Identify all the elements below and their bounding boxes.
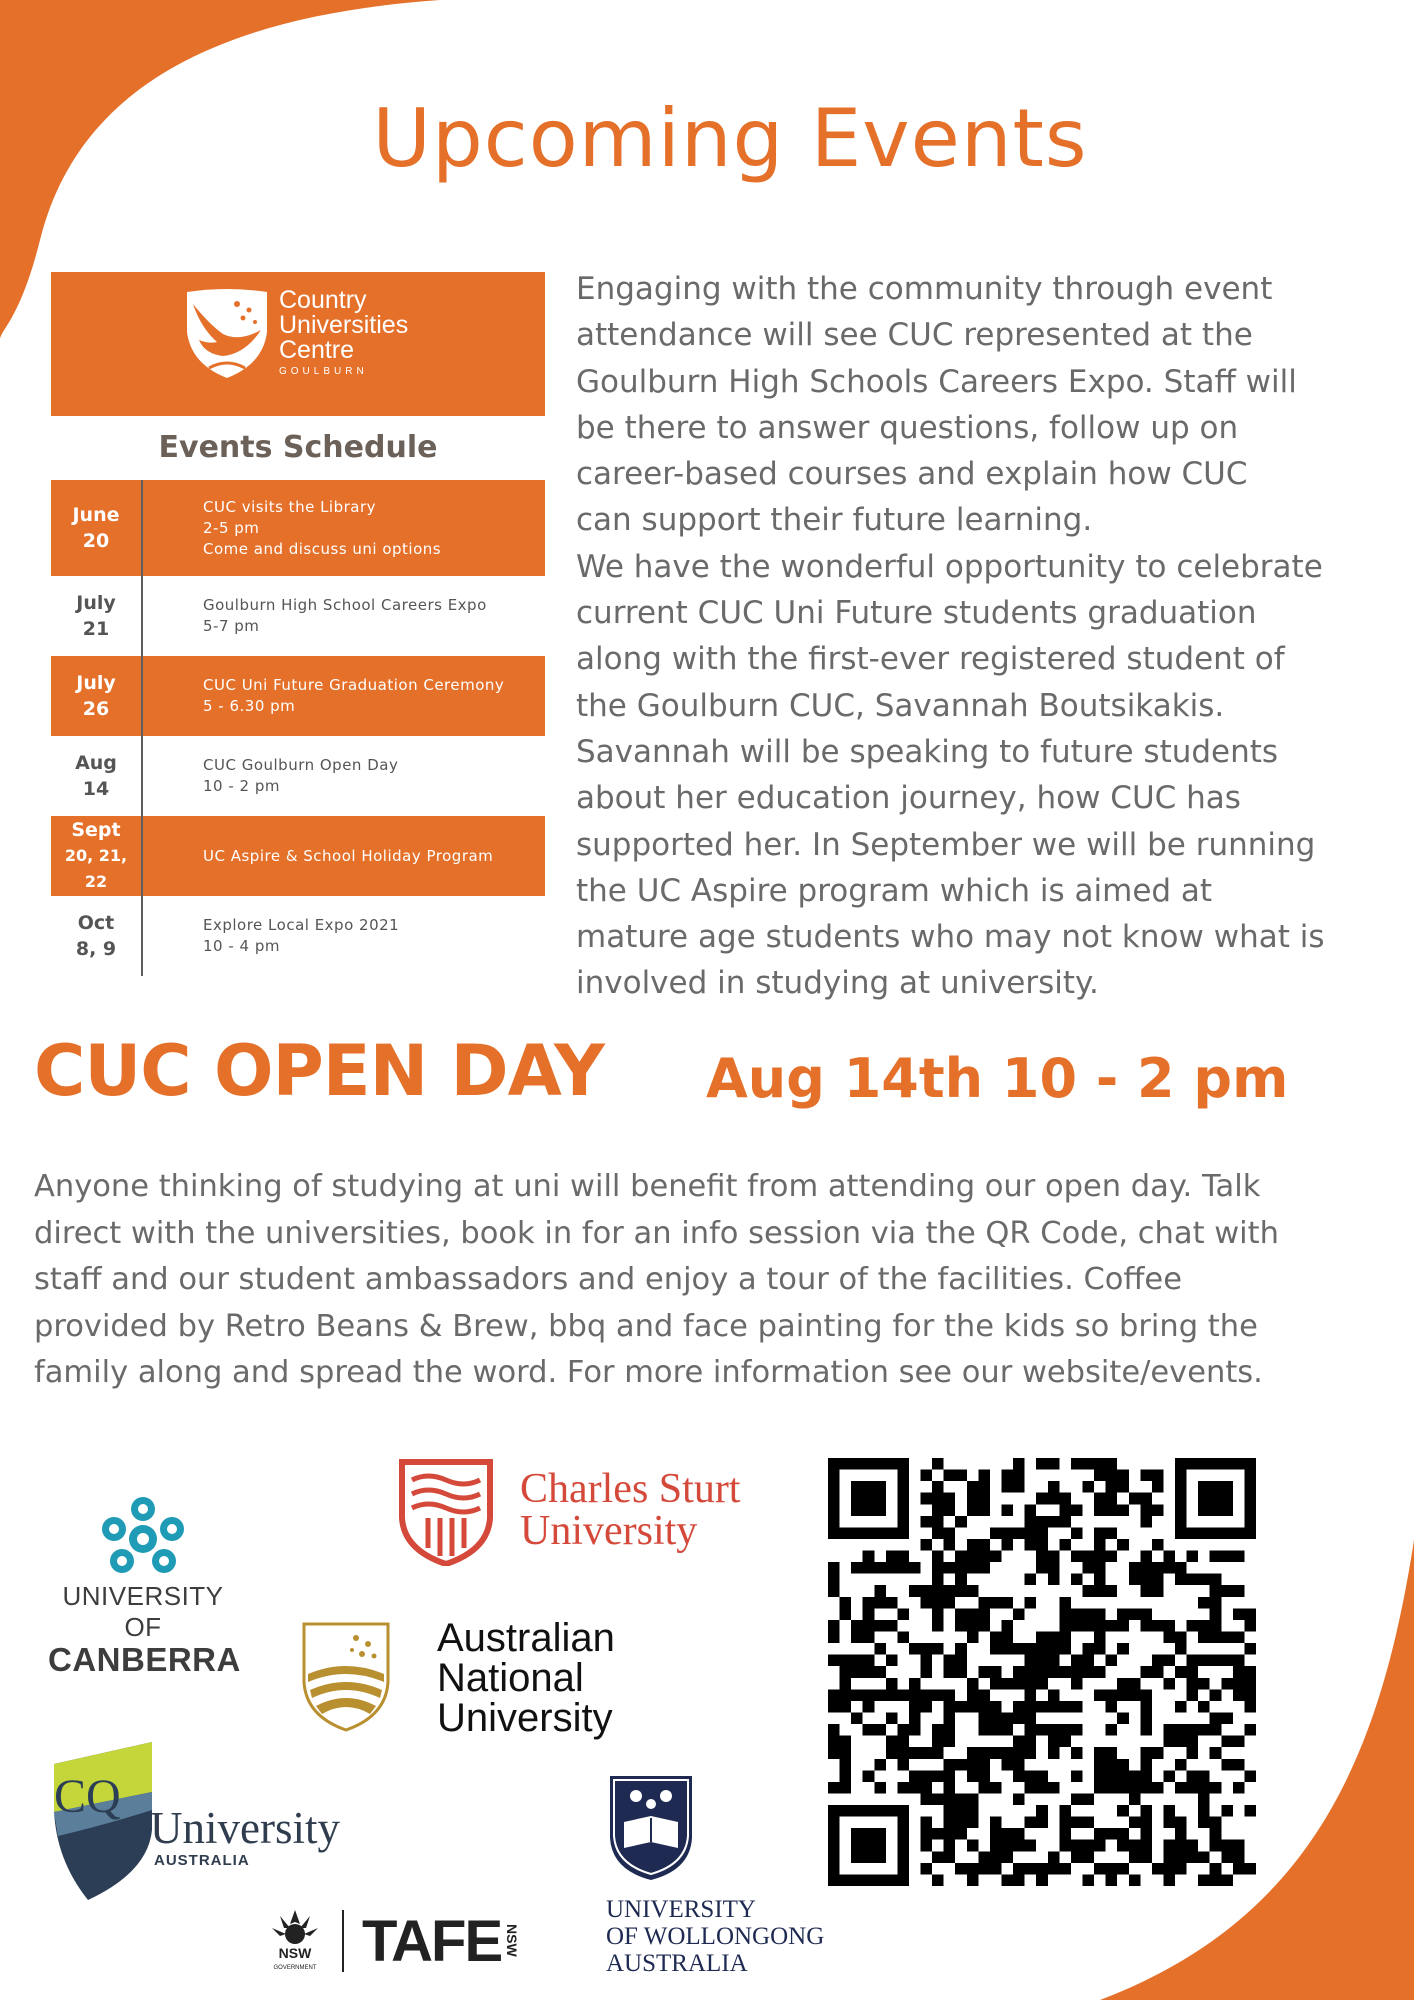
text-line: family along and spread the word. For more information see our website/events. bbox=[34, 1355, 1263, 1390]
qr-code-icon[interactable] bbox=[828, 1458, 1256, 1886]
text-line: staff and our student ambassadors and enjoy a tour of the facilities. Coffee bbox=[34, 1262, 1182, 1297]
text-line: the Goulburn CUC, Savannah Boutsikakis. bbox=[576, 687, 1225, 724]
text-line: provided by Retro Beans & Brew, bbq and face painting for the kids so bring the bbox=[34, 1308, 1258, 1344]
cuc-logo-banner bbox=[51, 272, 545, 416]
event-line: Come and discuss uni options bbox=[203, 539, 442, 558]
schedule-row bbox=[51, 656, 545, 736]
cuc-brand-name bbox=[279, 288, 408, 379]
event-line: UC Aspire & School Holiday Program bbox=[203, 846, 494, 865]
anu-name bbox=[437, 1618, 615, 1738]
text-line: Anyone thinking of studying at uni will benefit from attending our open day. Talk bbox=[34, 1169, 1261, 1204]
anu-crest-icon bbox=[300, 1620, 392, 1732]
date-day: 21 bbox=[82, 618, 110, 640]
cqu-wordmark: University bbox=[150, 1803, 340, 1853]
cqu-shield-icon bbox=[52, 1740, 164, 1902]
event-line: CUC Goulburn Open Day bbox=[203, 756, 399, 774]
schedule-row bbox=[51, 576, 545, 656]
text-line: We have the wonderful opportunity to celebrate bbox=[576, 548, 1323, 585]
brand-line: Country bbox=[279, 286, 367, 314]
text-line: attendance will see CUC represented at the bbox=[576, 317, 1253, 354]
eagle-star-shield-icon bbox=[179, 284, 275, 380]
csu-name bbox=[520, 1468, 740, 1552]
event-line: 5-7 pm bbox=[203, 617, 260, 635]
brand-line: Centre bbox=[279, 336, 355, 364]
charles-sturt-university-logo bbox=[398, 1458, 741, 1570]
waratah-icon bbox=[262, 1906, 328, 1972]
event-description bbox=[141, 755, 398, 797]
canberra-line2: CANBERRA bbox=[48, 1641, 241, 1678]
cqu-sub: AUSTRALIA bbox=[154, 1852, 250, 1869]
intro-paragraph bbox=[576, 266, 1376, 1007]
brand-line: Universities bbox=[279, 311, 409, 339]
open-day-time: Aug 14th 10 - 2 pm bbox=[706, 1047, 1289, 1110]
event-line: 10 - 2 pm bbox=[203, 777, 280, 795]
tafe-side: NSW bbox=[504, 1924, 520, 1957]
uow-line3: AUSTRALIA bbox=[606, 1950, 748, 1977]
date-day: 8, 9 bbox=[75, 938, 117, 960]
schedule-row bbox=[51, 896, 545, 976]
event-date bbox=[51, 817, 141, 895]
canberra-line1: UNIVERSITY OF bbox=[62, 1581, 224, 1642]
svg-text:CQ: CQ bbox=[54, 1770, 121, 1823]
tafe-divider bbox=[342, 1910, 344, 1972]
uow-line2: OF WOLLONGONG bbox=[606, 1923, 825, 1950]
text-line: can support their future learning. bbox=[576, 502, 1093, 539]
event-description bbox=[141, 915, 399, 957]
event-date bbox=[51, 910, 141, 962]
text-line: involved in studying at university. bbox=[576, 965, 1099, 1002]
event-line: 5 - 6.30 pm bbox=[203, 697, 296, 715]
anu-line1: Australian bbox=[437, 1616, 615, 1660]
csu-line2: University bbox=[520, 1508, 698, 1554]
schedule-rows bbox=[51, 480, 545, 976]
date-month: Oct bbox=[77, 912, 115, 934]
event-line: Goulburn High School Careers Expo bbox=[203, 596, 487, 614]
schedule-divider bbox=[141, 480, 143, 976]
tafe-nsw-logo bbox=[262, 1906, 520, 1976]
text-line: Savannah will be speaking to future students bbox=[576, 733, 1279, 770]
open-day-heading: CUC OPEN DAY bbox=[34, 1030, 604, 1112]
event-description bbox=[141, 675, 504, 717]
date-month: July bbox=[76, 672, 116, 694]
text-line: supported her. In September we will be running bbox=[576, 826, 1316, 863]
australian-national-university-logo bbox=[300, 1616, 615, 1740]
brand-sub: GOULBURN bbox=[279, 366, 368, 377]
event-line: 10 - 4 pm bbox=[203, 937, 280, 955]
event-date bbox=[51, 502, 141, 554]
schedule-row bbox=[51, 816, 545, 896]
date-day: 20 bbox=[82, 530, 110, 552]
date-month: June bbox=[72, 504, 120, 526]
gov-sub: GOVERNMENT bbox=[273, 1965, 317, 1971]
csu-line1: Charles Sturt bbox=[520, 1466, 741, 1512]
event-line: Explore Local Expo 2021 bbox=[203, 916, 400, 934]
events-schedule-card bbox=[51, 272, 545, 976]
text-line: Engaging with the community through event bbox=[576, 271, 1273, 307]
event-description bbox=[141, 846, 493, 867]
event-line: CUC Uni Future Graduation Ceremony bbox=[203, 676, 505, 694]
canberra-cross-icon bbox=[98, 1495, 188, 1577]
csu-shield-icon bbox=[398, 1458, 494, 1566]
date-month: Sept bbox=[71, 819, 121, 841]
date-day: 14 bbox=[82, 778, 110, 800]
uow-crest-icon bbox=[606, 1772, 696, 1882]
tafe-word: TAFE bbox=[362, 1909, 502, 1974]
text-line: be there to answer questions, follow up on bbox=[576, 409, 1239, 446]
event-line: CUC visits the Library bbox=[203, 497, 377, 516]
event-date bbox=[51, 590, 141, 642]
event-date bbox=[51, 670, 141, 722]
date-month: July bbox=[76, 592, 116, 614]
text-line: along with the first-ever registered student of bbox=[576, 641, 1285, 678]
text-line: mature age students who may not know what is bbox=[576, 919, 1325, 956]
text-line: direct with the universities, book in for an info session via the QR Code, chat with bbox=[34, 1215, 1279, 1251]
text-line: career-based courses and explain how CUC bbox=[576, 456, 1248, 493]
event-line: 2-5 pm bbox=[203, 518, 260, 537]
cquniversity-logo bbox=[52, 1740, 340, 1906]
uow-name bbox=[606, 1896, 824, 1977]
schedule-row bbox=[51, 736, 545, 816]
date-day: 20, 21, 22 bbox=[64, 846, 128, 891]
date-month: Aug bbox=[75, 752, 117, 774]
university-of-canberra-logo bbox=[48, 1495, 241, 1679]
gov-label: NSW bbox=[278, 1945, 312, 1961]
uow-line1: UNIVERSITY bbox=[606, 1896, 756, 1923]
text-line: Goulburn High Schools Careers Expo. Staff will bbox=[576, 363, 1297, 400]
page-title: Upcoming Events bbox=[372, 92, 1088, 185]
text-line: about her education journey, how CUC has bbox=[576, 780, 1241, 817]
date-day: 26 bbox=[82, 698, 110, 720]
anu-line2: National bbox=[437, 1656, 584, 1700]
text-line: current CUC Uni Future students graduation bbox=[576, 595, 1257, 632]
event-description bbox=[141, 595, 487, 637]
schedule-row bbox=[51, 480, 545, 576]
text-line: the UC Aspire program which is aimed at bbox=[576, 872, 1213, 909]
schedule-heading: Events Schedule bbox=[158, 430, 438, 465]
anu-line3: University bbox=[437, 1696, 613, 1740]
event-date bbox=[51, 750, 141, 802]
open-day-paragraph bbox=[34, 1164, 1384, 1397]
event-description bbox=[141, 497, 441, 560]
